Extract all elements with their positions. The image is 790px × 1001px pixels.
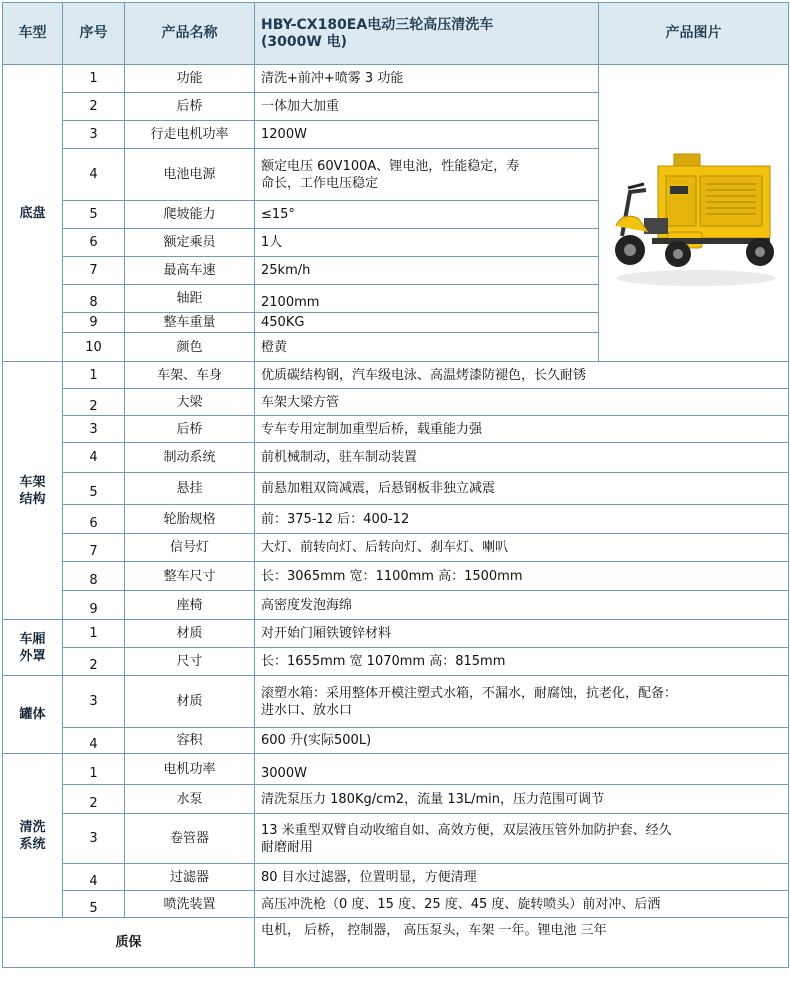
header-vehicle-type: 车型 [3, 3, 63, 65]
row-value: 前悬加粗双筒减震，后悬钢板非独立减震 [255, 473, 789, 505]
row-number: 7 [63, 257, 125, 285]
row-name: 额定乘员 [125, 229, 255, 257]
table-row [3, 562, 789, 591]
row-name: 轮胎规格 [125, 505, 255, 534]
header-model [255, 3, 599, 65]
row-name: 材质 [125, 620, 255, 648]
row-number [63, 728, 125, 754]
row-name: 座椅 [125, 591, 255, 620]
row-value: 高压冲洗枪（0 度、15 度、25 度、45 度、旋转喷头）前对冲、后洒 [255, 891, 789, 918]
product-photo [599, 65, 789, 362]
category-chassis: 底盘 [3, 65, 63, 362]
row-name: 车架、车身 [125, 362, 255, 389]
category-cover [3, 620, 63, 676]
row-number-text: 1 [89, 765, 98, 781]
header-product-name: 产品名称 [125, 3, 255, 65]
row-number: 5 [63, 201, 125, 229]
spec-table [2, 2, 789, 968]
category-tank: 罐体 [3, 676, 63, 754]
row-number-text: 6 [89, 515, 98, 531]
row-number: 2 [63, 93, 125, 121]
row-number [63, 891, 125, 918]
row-number: 1 [63, 620, 125, 648]
row-number-text: 2 [89, 795, 98, 811]
row-value-line2: 命长，工作电压稳定 [261, 175, 379, 191]
row-value [255, 676, 789, 728]
row-value: 25km/h [255, 257, 599, 285]
table-row [3, 620, 789, 648]
row-number-text: 4 [89, 737, 98, 752]
row-number: 9 [63, 313, 125, 333]
row-number-text: 8 [89, 295, 98, 310]
table-row [3, 389, 789, 416]
row-number: 4 [63, 149, 125, 201]
row-name: 制动系统 [125, 443, 255, 473]
row-value [255, 149, 599, 201]
warranty-label: 质保 [3, 918, 255, 968]
row-number [63, 591, 125, 620]
row-number: 3 [63, 814, 125, 864]
row-name: 水泵 [125, 785, 255, 814]
table-row [3, 443, 789, 473]
row-value-line1: 额定电压 60V100A、锂电池，性能稳定，寿 [261, 158, 520, 174]
row-value-line1: 13 米重型双臂自动收缩自如、高效方便，双层液压管外加防护套、经久 [261, 822, 672, 838]
category-frame-line1: 车架 [19, 474, 46, 490]
row-name: 后桥 [125, 416, 255, 443]
category-cleaning-line1: 清洗 [19, 819, 46, 835]
table-row [3, 505, 789, 534]
row-number-text: 7 [89, 544, 98, 559]
row-number [63, 864, 125, 891]
category-cover-line2: 外罩 [19, 648, 46, 664]
row-number: 10 [63, 333, 125, 362]
row-number: 1 [63, 362, 125, 389]
row-name: 悬挂 [125, 473, 255, 505]
table-row [3, 785, 789, 814]
table-row [3, 362, 789, 389]
table-row [3, 814, 789, 864]
row-value: 一体加大加重 [255, 93, 599, 121]
row-number: 3 [63, 676, 125, 728]
row-name: 功能 [125, 65, 255, 93]
row-number [63, 285, 125, 313]
row-name: 卷管器 [125, 814, 255, 864]
row-number: 6 [63, 229, 125, 257]
row-value: 1人 [255, 229, 599, 257]
table-row [3, 416, 789, 443]
row-number-text: 4 [89, 873, 98, 889]
table-row [3, 864, 789, 891]
row-number [63, 534, 125, 562]
row-value: 600 升(实际500L) [255, 728, 789, 754]
row-value [255, 285, 599, 313]
row-value-line2: 耐磨耐用 [261, 839, 314, 855]
row-value: 长：3065mm 宽：1100mm 高：1500mm [255, 562, 789, 591]
row-name: 信号灯 [125, 534, 255, 562]
row-name: 颜色 [125, 333, 255, 362]
row-value-text: 3000W [261, 765, 307, 781]
row-number-text: 2 [89, 658, 98, 673]
row-number: 4 [63, 443, 125, 473]
row-name: 材质 [125, 676, 255, 728]
header-product-photo: 产品图片 [599, 3, 789, 65]
table-row [3, 534, 789, 562]
warranty-value: 电机， 后桥， 控制器， 高压泵头，车架 一年。锂电池 三年 [255, 918, 789, 968]
row-value: 450KG [255, 313, 599, 333]
row-number [63, 754, 125, 785]
row-number-text: 2 [89, 398, 98, 414]
row-value: ≤15° [255, 201, 599, 229]
electric-tricycle-washer-image [608, 128, 780, 298]
row-name: 后桥 [125, 93, 255, 121]
row-value-text: 2100mm [261, 295, 320, 310]
warranty-row [3, 918, 789, 968]
category-frame-line2: 结构 [19, 491, 46, 507]
row-number [63, 505, 125, 534]
table-row [3, 65, 789, 93]
row-number [63, 785, 125, 814]
table-row [3, 754, 789, 785]
header-model-line2: (3000W 电) [261, 33, 348, 50]
row-value: 前机械制动，驻车制动装置 [255, 443, 789, 473]
row-number: 3 [63, 121, 125, 149]
category-cover-line1: 车厢 [19, 631, 46, 647]
row-value: 80 目水过滤器，位置明显，方便清理 [255, 864, 789, 891]
table-row [3, 591, 789, 620]
row-value: 对开始门厢铁镀锌材料 [255, 620, 789, 648]
row-number: 3 [63, 416, 125, 443]
row-number [63, 562, 125, 591]
row-value: 长：1655mm 宽 1070mm 高：815mm [255, 648, 789, 676]
row-name: 行走电机功率 [125, 121, 255, 149]
row-value: 专车专用定制加重型后桥，载重能力强 [255, 416, 789, 443]
category-frame [3, 362, 63, 620]
row-value: 1200W [255, 121, 599, 149]
row-value: 大灯、前转向灯、后转向灯、刹车灯、喇叭 [255, 534, 789, 562]
row-value [255, 754, 789, 785]
row-name: 整车尺寸 [125, 562, 255, 591]
row-number [63, 389, 125, 416]
row-name: 喷洗装置 [125, 891, 255, 918]
row-value [255, 814, 789, 864]
row-name: 容积 [125, 728, 255, 754]
category-cleaning-line2: 系统 [19, 836, 46, 852]
category-cleaning [3, 754, 63, 918]
row-value: 前：375-12 后：400-12 [255, 505, 789, 534]
table-row [3, 676, 789, 728]
header-row [3, 3, 789, 65]
row-name: 尺寸 [125, 648, 255, 676]
row-value: 优质碳结构钢，汽车级电泳、高温烤漆防褪色，长久耐锈 [255, 362, 789, 389]
row-value: 车架大梁方管 [255, 389, 789, 416]
row-name: 过滤器 [125, 864, 255, 891]
row-name: 爬坡能力 [125, 201, 255, 229]
row-name: 最高车速 [125, 257, 255, 285]
table-row [3, 648, 789, 676]
row-value: 高密度发泡海绵 [255, 591, 789, 620]
row-number: 1 [63, 65, 125, 93]
row-value-line1: 滚塑水箱：采用整体开模注塑式水箱，不漏水，耐腐蚀，抗老化，配备： [261, 685, 678, 701]
table-row [3, 473, 789, 505]
row-name: 电机功率 [125, 754, 255, 785]
row-number-text: 8 [89, 572, 98, 588]
row-number [63, 648, 125, 676]
row-value: 清洗泵压力 180Kg/cm2，流量 13L/min，压力范围可调节 [255, 785, 789, 814]
row-name: 轴距 [125, 285, 255, 313]
row-value: 橙黄 [255, 333, 599, 362]
row-number-text: 5 [89, 485, 98, 500]
row-value-line2: 进水口、放水口 [261, 702, 353, 718]
row-name: 电池电源 [125, 149, 255, 201]
row-value: 清洗+前冲+喷雾 3 功能 [255, 65, 599, 93]
header-model-line1: HBY-CX180EA电动三轮高压清洗车 [261, 16, 494, 33]
row-number-text: 5 [89, 900, 98, 916]
row-number-text: 9 [89, 601, 98, 617]
header-number: 序号 [63, 3, 125, 65]
row-name: 整车重量 [125, 313, 255, 333]
table-row [3, 728, 789, 754]
row-name: 大梁 [125, 389, 255, 416]
row-number [63, 473, 125, 505]
table-row [3, 891, 789, 918]
